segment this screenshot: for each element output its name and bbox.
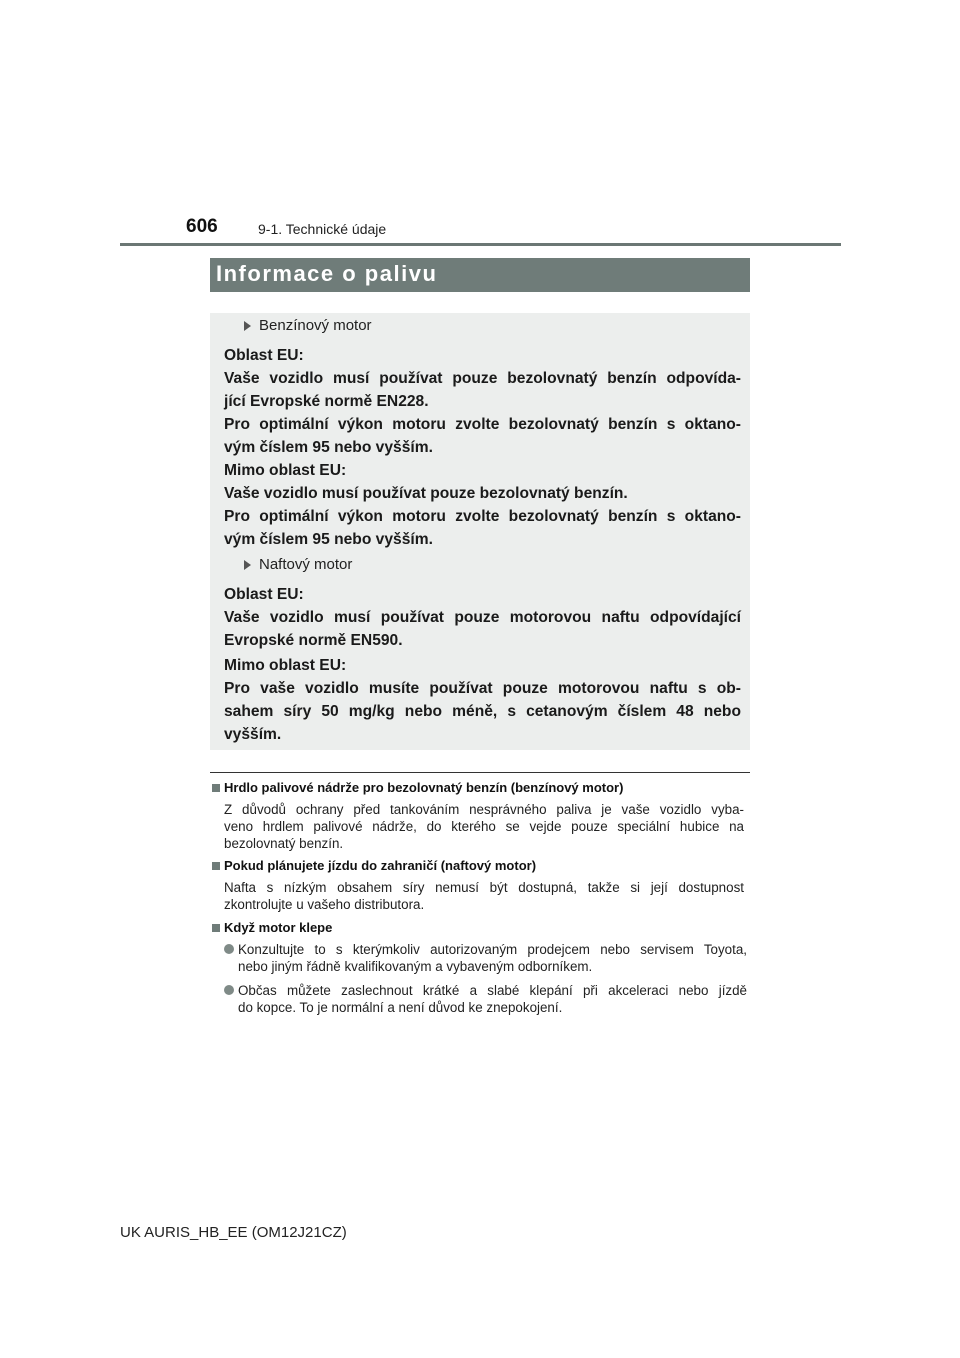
bullet-line: Konzultujte to s kterýmkoliv autorizovaným prodejcem nebo servisem Toyota,: [238, 942, 747, 957]
petrol-non-eu-heading: Mimo oblast EU:: [224, 462, 347, 479]
diesel-eu-line: Vaše vozidlo musí používat pouze motorovou naftu odpovídající: [224, 609, 741, 626]
diesel-eu-heading: Oblast EU:: [224, 586, 304, 603]
square-bullet-icon: [212, 862, 220, 870]
bullet-line: do kopce. To je normální a není důvod ke znepokojení.: [238, 1000, 563, 1015]
bullet-line: Občas můžete zaslechnout krátké a slabé klepání při akceleraci nebo jízdě: [238, 983, 747, 998]
title-bar: [210, 258, 750, 292]
triangle-bullet-icon: [244, 560, 251, 570]
petrol-eu-section: [224, 344, 741, 459]
note-line: zkontrolujte u vašeho distributora.: [224, 897, 425, 912]
petrol-eu-line: Pro optimální výkon motoru zvolte bezolovnatý benzín s oktano-: [224, 416, 741, 433]
petrol-non-eu-line: vým číslem 95 nebo vyšším.: [224, 531, 433, 548]
note-line: Z důvodů ochrany před tankováním nesprávného paliva je vaše vozidlo vyba-: [224, 802, 744, 817]
diesel-label-text: Naftový motor: [259, 556, 353, 573]
note-heading-text: Když motor klepe: [224, 920, 333, 935]
petrol-non-eu-line: Vaše vozidlo musí používat pouze bezolovnatý benzín.: [224, 485, 628, 502]
petrol-eu-heading: Oblast EU:: [224, 347, 304, 364]
note-heading: [212, 858, 536, 873]
diesel-non-eu-heading: Mimo oblast EU:: [224, 657, 347, 674]
notes-divider: [210, 772, 750, 773]
diesel-engine-label: [244, 556, 352, 573]
circle-bullet-icon: [224, 944, 234, 954]
circle-bullet-icon: [224, 985, 234, 995]
square-bullet-icon: [212, 924, 220, 932]
triangle-bullet-icon: [244, 321, 251, 331]
diesel-eu-line: Evropské normě EN590.: [224, 632, 403, 649]
page-title: Informace o palivu: [216, 261, 438, 286]
petrol-non-eu-line: Pro optimální výkon motoru zvolte bezolovnatý benzín s oktano-: [224, 508, 741, 525]
petrol-engine-label: [244, 317, 372, 334]
square-bullet-icon: [212, 784, 220, 792]
note-line: bezolovnatý benzín.: [224, 836, 344, 851]
page-number: 606: [186, 216, 218, 237]
fuel-info-box: [210, 313, 750, 750]
document-code: UK AURIS_HB_EE (OM12J21CZ): [120, 1224, 347, 1241]
petrol-non-eu-section: [224, 459, 741, 551]
diesel-non-eu-line: vyšším.: [224, 726, 282, 743]
petrol-eu-line: vým číslem 95 nebo vyšším.: [224, 439, 433, 456]
note-heading: [212, 920, 332, 935]
note-line: veno hrdlem palivové nádrže, do kterého se vejde pouze speciální hubice na: [224, 819, 744, 834]
header-divider: [120, 243, 841, 246]
note-heading: [212, 780, 623, 795]
bullet-line: nebo jiným řádně kvalifikovaným a vybaveným odborníkem.: [238, 959, 593, 974]
petrol-label-text: Benzínový motor: [259, 317, 372, 334]
diesel-non-eu-section: [224, 654, 741, 746]
note-heading-text: Hrdlo palivové nádrže pro bezolovnatý benzín (benzínový motor): [224, 780, 624, 795]
note-heading-text: Pokud plánujete jízdu do zahraničí (naftový motor): [224, 858, 537, 873]
note-line: Nafta s nízkým obsahem síry nemusí být dostupná, takže si její dostupnost: [224, 880, 744, 895]
bullet-text: [238, 982, 747, 1016]
petrol-eu-line: Vaše vozidlo musí používat pouze bezolovnatý benzín odpovída-: [224, 370, 741, 387]
note-body: [224, 801, 744, 852]
bullet-text: [238, 941, 747, 975]
diesel-non-eu-line: Pro vaše vozidlo musíte používat pouze motorovou naftu s ob-: [224, 680, 741, 697]
diesel-non-eu-line: sahem síry 50 mg/kg nebo méně, s cetanovým číslem 48 nebo: [224, 703, 741, 720]
note-body: [224, 879, 744, 913]
section-label: 9-1. Technické údaje: [258, 221, 387, 237]
diesel-eu-section: [224, 583, 741, 652]
petrol-eu-line: jící Evropské normě EN228.: [224, 393, 429, 410]
